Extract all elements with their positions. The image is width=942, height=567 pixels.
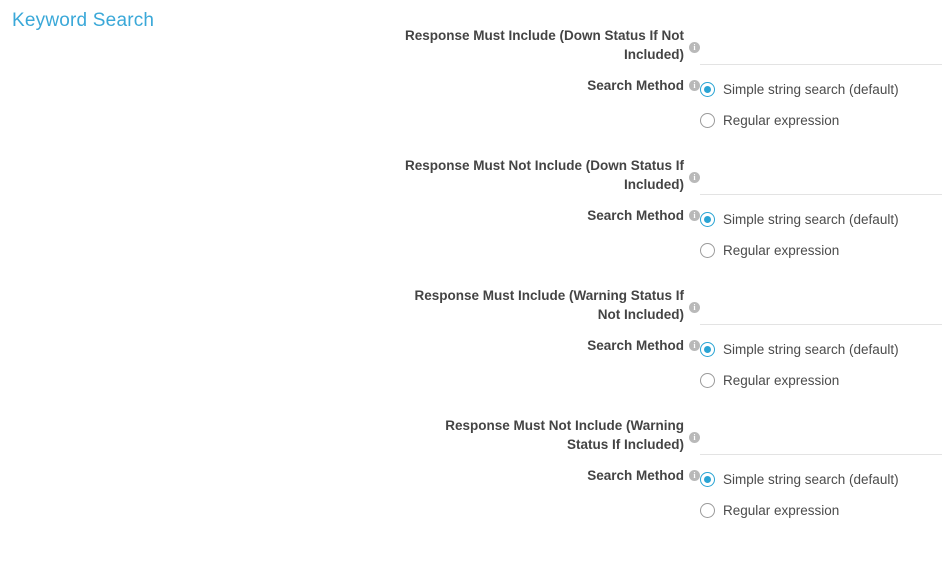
field-cell (700, 204, 942, 266)
input-underline (700, 64, 942, 65)
info-icon[interactable]: i (689, 432, 700, 443)
search-method-1-label: Search Method (587, 78, 684, 93)
response-must-not-include-down-row (0, 152, 942, 198)
info-icon[interactable]: i (689, 470, 700, 481)
label-cell (0, 412, 700, 458)
search-method-2-radio-group (700, 204, 942, 266)
radio-label: Simple string search (default) (723, 472, 899, 487)
input-underline (700, 324, 942, 325)
radio-indicator[interactable] (700, 503, 715, 518)
response-must-include-warning-row (0, 282, 942, 328)
response-must-include-down-label: Response Must Include (Down Status If Not Included) (404, 28, 684, 62)
radio-option-regex-4[interactable] (700, 495, 942, 526)
label-cell (0, 464, 700, 485)
label-cell (0, 22, 700, 68)
response-must-include-warning-input[interactable] (700, 295, 942, 325)
search-method-1-radio-group (700, 74, 942, 136)
info-icon[interactable]: i (689, 42, 700, 53)
radio-option-simple-string-4[interactable] (700, 464, 942, 495)
radio-indicator[interactable] (700, 472, 715, 487)
field-cell (700, 415, 942, 455)
field-cell (700, 155, 942, 195)
field-cell (700, 74, 942, 136)
radio-label: Regular expression (723, 113, 840, 128)
info-icon[interactable]: i (689, 340, 700, 351)
radio-label: Regular expression (723, 373, 840, 388)
keyword-group-1 (0, 22, 942, 136)
field-cell (700, 334, 942, 396)
radio-indicator[interactable] (700, 342, 715, 357)
response-must-include-warning-label: Response Must Include (Warning Status If Not Included) (414, 288, 684, 322)
response-must-include-down-row (0, 22, 942, 68)
label-cell (0, 334, 700, 355)
field-cell (700, 464, 942, 526)
radio-indicator[interactable] (700, 113, 715, 128)
radio-option-simple-string-1[interactable] (700, 74, 942, 105)
response-must-include-down-input-wrap (700, 35, 942, 65)
radio-label: Simple string search (default) (723, 212, 899, 227)
search-method-4-label: Search Method (587, 468, 684, 483)
field-cell (700, 285, 942, 325)
keyword-group-4 (0, 412, 942, 526)
radio-indicator[interactable] (700, 82, 715, 97)
response-must-not-include-warning-label: Response Must Not Include (Warning Status If Included) (445, 418, 684, 452)
field-cell (700, 25, 942, 65)
search-method-3-label: Search Method (587, 338, 684, 353)
response-must-not-include-down-input[interactable] (700, 165, 942, 195)
response-must-include-down-input[interactable] (700, 35, 942, 65)
search-method-1-row (0, 74, 942, 136)
radio-label: Regular expression (723, 243, 840, 258)
response-must-not-include-warning-input[interactable] (700, 425, 942, 455)
info-icon[interactable]: i (689, 80, 700, 91)
keyword-group-3 (0, 282, 942, 396)
label-cell (0, 74, 700, 95)
radio-label: Simple string search (default) (723, 342, 899, 357)
radio-option-regex-1[interactable] (700, 105, 942, 136)
response-must-not-include-down-input-wrap (700, 165, 942, 195)
input-underline (700, 454, 942, 455)
search-method-2-row (0, 204, 942, 266)
label-cell (0, 282, 700, 328)
radio-option-regex-3[interactable] (700, 365, 942, 396)
info-icon[interactable]: i (689, 302, 700, 313)
radio-option-regex-2[interactable] (700, 235, 942, 266)
radio-indicator[interactable] (700, 373, 715, 388)
search-method-4-radio-group (700, 464, 942, 526)
label-cell (0, 152, 700, 198)
radio-indicator[interactable] (700, 212, 715, 227)
input-underline (700, 194, 942, 195)
radio-option-simple-string-3[interactable] (700, 334, 942, 365)
response-must-not-include-warning-input-wrap (700, 425, 942, 455)
search-method-3-radio-group (700, 334, 942, 396)
search-method-2-label: Search Method (587, 208, 684, 223)
response-must-not-include-warning-row (0, 412, 942, 458)
response-must-include-warning-input-wrap (700, 295, 942, 325)
radio-label: Regular expression (723, 503, 840, 518)
radio-option-simple-string-2[interactable] (700, 204, 942, 235)
radio-label: Simple string search (default) (723, 82, 899, 97)
search-method-3-row (0, 334, 942, 396)
page-title: Keyword Search (12, 10, 155, 31)
keyword-group-2 (0, 152, 942, 266)
info-icon[interactable]: i (689, 210, 700, 221)
search-method-4-row (0, 464, 942, 526)
info-icon[interactable]: i (689, 172, 700, 183)
response-must-not-include-down-label: Response Must Not Include (Down Status If Included) (404, 158, 684, 192)
radio-indicator[interactable] (700, 243, 715, 258)
label-cell (0, 204, 700, 225)
